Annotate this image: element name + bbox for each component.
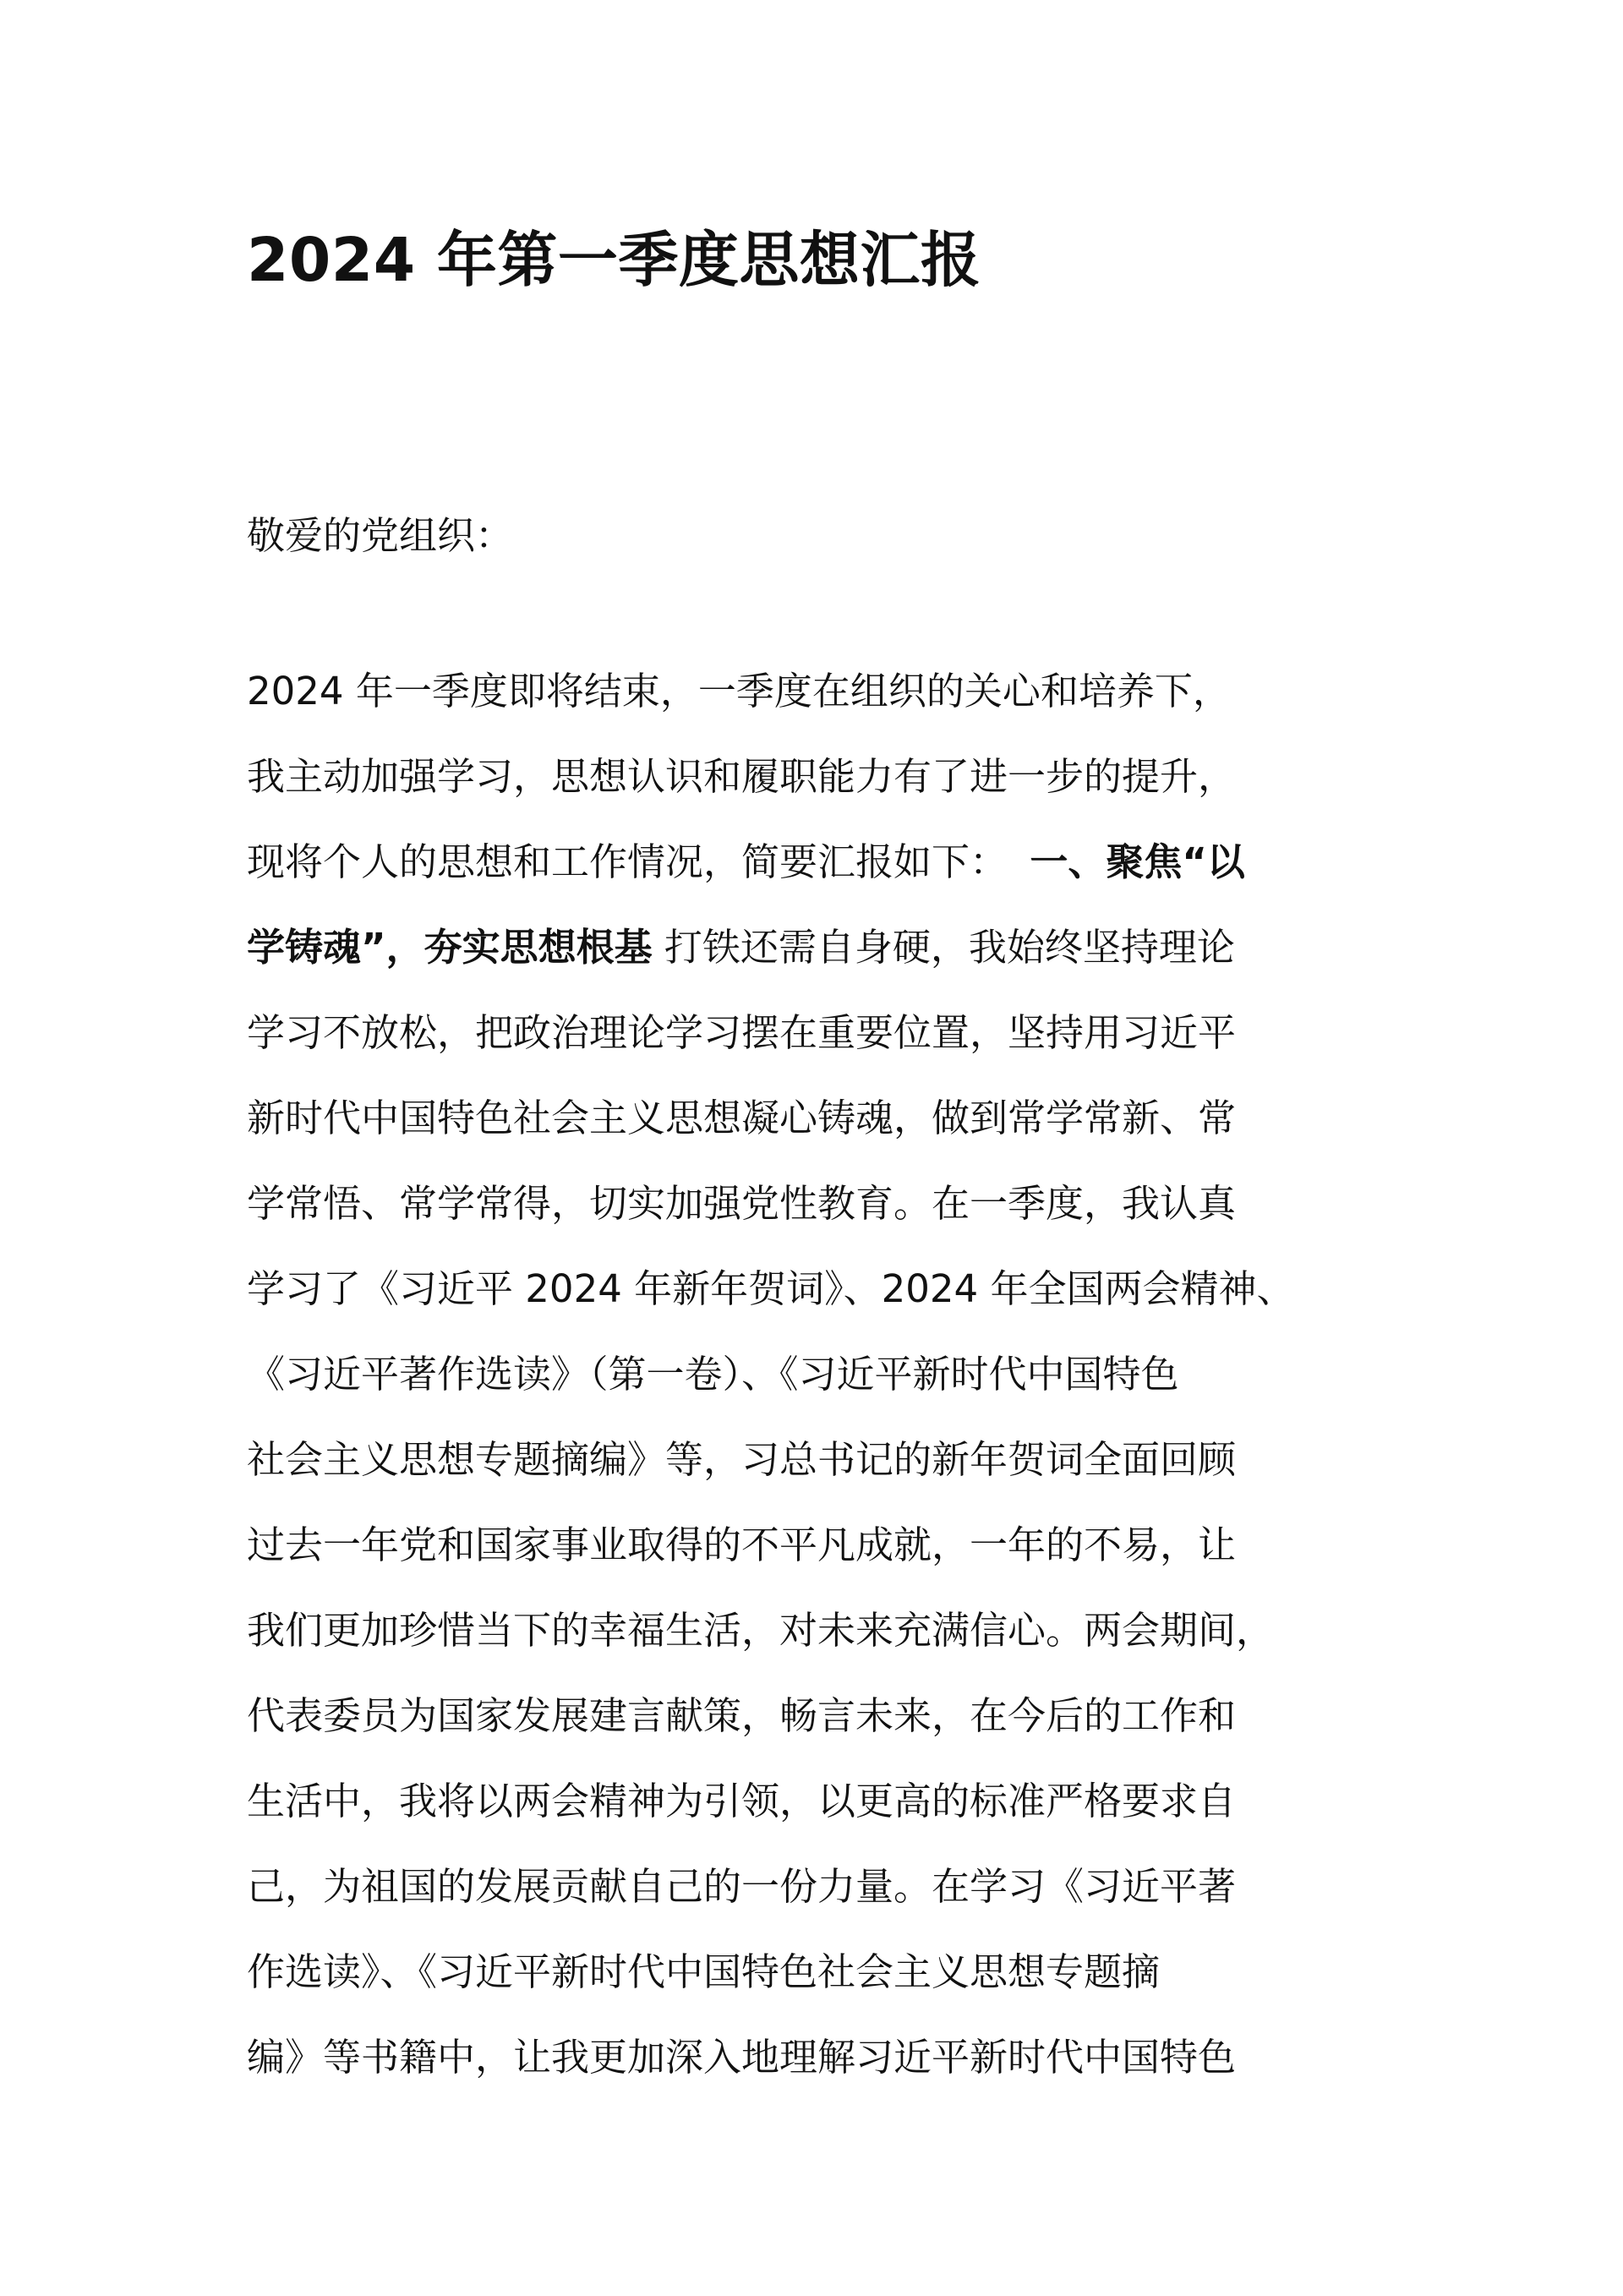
body-line: 作选读》、《习近平新时代中国特色社会主义思想专题摘	[247, 1949, 1161, 1994]
body-line: 学习了《习近平 2024 年新年贺词》、2024 年全国两会精神、	[247, 1266, 1295, 1311]
body-line: 我们更加珍惜当下的幸福生活，对未来充满信心。两会期间，	[247, 1608, 1275, 1653]
section-heading: 学铸魂”，夯实思想根基	[247, 925, 653, 970]
body-line: 《习近平著作选读》（第一卷）、《习近平新时代中国特色	[247, 1352, 1179, 1397]
body-line	[247, 832, 1245, 893]
document-title: 2024 年第一季度思想汇报	[247, 225, 981, 295]
body-line: 社会主义思想专题摘编》等，习总书记的新年贺词全面回顾	[247, 1437, 1237, 1482]
body-line	[247, 917, 1235, 978]
body-text: 打铁还需自身硬，我始终坚持理论	[664, 925, 1235, 970]
body-line: 2024 年一季度即将结束，一季度在组织的关心和培养下，	[247, 669, 1231, 713]
body-line: 学习不放松，把政治理论学习摆在重要位置，坚持用习近平	[247, 1010, 1237, 1055]
section-heading: 一、聚焦“以	[1030, 839, 1245, 884]
body-line: 代表委员为国家发展建言献策，畅言未来，在今后的工作和	[247, 1693, 1237, 1738]
body-text: 现将个人的思想和工作情况，简要汇报如下：	[247, 839, 1008, 884]
salutation: 敬爱的党组织：	[247, 513, 514, 558]
body-line: 生活中，我将以两会精神为引领，以更高的标准严格要求自	[247, 1779, 1237, 1823]
body-line: 己，为祖国的发展贡献自己的一份力量。在学习《习近平著	[247, 1864, 1237, 1909]
body-line: 过去一年党和国家事业取得的不平凡成就，一年的不易，让	[247, 1522, 1237, 1567]
body-line: 新时代中国特色社会主义思想凝心铸魂，做到常学常新、常	[247, 1096, 1237, 1140]
body-line: 我主动加强学习，思想认识和履职能力有了进一步的提升，	[247, 754, 1237, 799]
body-line: 学常悟、常学常得，切实加强党性教育。在一季度，我认真	[247, 1181, 1237, 1226]
body-line: 编》等书籍中，让我更加深入地理解习近平新时代中国特色	[247, 2035, 1237, 2080]
